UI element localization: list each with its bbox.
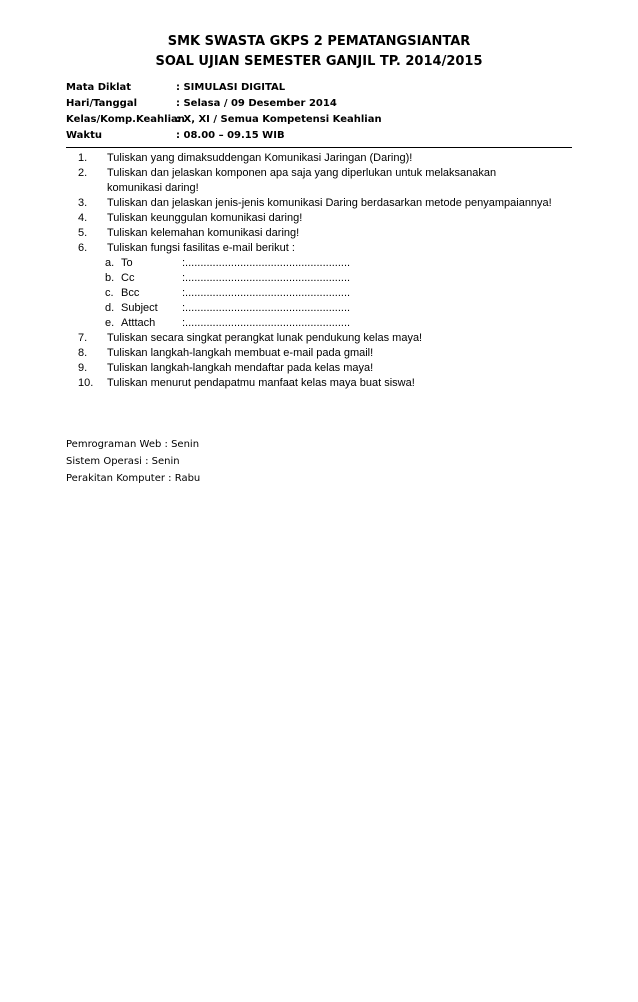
- question-number: 5.: [78, 227, 88, 239]
- sub-letter: d.: [105, 302, 115, 314]
- question-text: Tuliskan menurut pendapatmu manfaat kelas maya buat siswa!: [107, 377, 415, 389]
- school-name: SMK SWASTA GKPS 2 PEMATANGSIANTAR: [167, 34, 471, 49]
- question-item: [78, 346, 598, 361]
- meta-value: : 08.00 – 09.15 WIB: [176, 130, 285, 141]
- meta-row-class: [66, 112, 382, 128]
- question-item: [78, 376, 598, 391]
- question-number: 3.: [78, 197, 88, 209]
- question-text: Tuliskan dan jelaskan jenis-jenis komunikasi Daring berdasarkan metode penyampaiannya!: [107, 197, 552, 209]
- sub-letter: a.: [105, 257, 115, 269]
- answer-blank: :......................................................: [182, 272, 351, 284]
- exam-title: SOAL UJIAN SEMESTER GANJIL TP. 2014/2015: [155, 54, 483, 69]
- question-text: Tuliskan secara singkat perangkat lunak pendukung kelas maya!: [107, 332, 423, 344]
- schedule-item: Sistem Operasi : Senin: [66, 456, 180, 467]
- answer-blank: :......................................................: [182, 257, 351, 269]
- schedule-item: Perakitan Komputer : Rabu: [66, 473, 201, 484]
- meta-key: Kelas/Komp.Keahlian: [66, 114, 185, 125]
- question-number: 10.: [78, 377, 94, 389]
- email-field-item: [78, 301, 598, 316]
- question-number: 7.: [78, 332, 88, 344]
- meta-value: : X, XI / Semua Kompetensi Keahlian: [176, 114, 382, 125]
- question-number: 1.: [78, 152, 88, 164]
- question-text: Tuliskan keunggulan komunikasi daring!: [107, 212, 303, 224]
- question-item: [78, 361, 598, 376]
- email-field-item: [78, 286, 598, 301]
- answer-blank: :......................................................: [182, 317, 351, 329]
- meta-key: Mata Diklat: [66, 82, 132, 93]
- exam-header: [0, 32, 638, 72]
- sub-label: Subject: [121, 302, 158, 314]
- question-number: 4.: [78, 212, 88, 224]
- sub-label: Atttach: [121, 317, 156, 329]
- meta-value: : SIMULASI DIGITAL: [176, 82, 286, 93]
- exam-meta: [66, 80, 382, 144]
- answer-blank: :......................................................: [182, 287, 351, 299]
- question-list: [78, 151, 598, 391]
- question-item: [78, 226, 598, 241]
- meta-row-date: [66, 96, 382, 112]
- question-item: [78, 196, 598, 211]
- question-text: Tuliskan fungsi fasilitas e-mail berikut :: [107, 242, 295, 254]
- email-field-item: [78, 316, 598, 331]
- question-number: 9.: [78, 362, 88, 374]
- sub-label: To: [121, 257, 133, 269]
- question-text: Tuliskan yang dimaksuddengan Komunikasi Jaringan (Daring)!: [107, 152, 413, 164]
- question-number: 6.: [78, 242, 88, 254]
- meta-key: Waktu: [66, 130, 102, 141]
- header-divider: [66, 147, 572, 148]
- answer-blank: :......................................................: [182, 302, 351, 314]
- sub-letter: c.: [105, 287, 114, 299]
- meta-key: Hari/Tanggal: [66, 98, 138, 109]
- question-text-continued: komunikasi daring!: [107, 182, 199, 194]
- question-text: Tuliskan kelemahan komunikasi daring!: [107, 227, 300, 239]
- question-item: [78, 166, 598, 181]
- schedule-item: Pemrograman Web : Senin: [66, 439, 200, 450]
- email-field-item: [78, 271, 598, 286]
- question-number: 8.: [78, 347, 88, 359]
- question-item: [78, 331, 598, 346]
- meta-row-time: [66, 128, 382, 144]
- question-number: 2.: [78, 167, 88, 179]
- email-field-item: [78, 256, 598, 271]
- sub-letter: e.: [105, 317, 115, 329]
- question-continuation: [78, 181, 598, 196]
- question-item: [78, 241, 598, 256]
- question-text: Tuliskan dan jelaskan komponen apa saja yang diperlukan untuk melaksanakan: [107, 167, 497, 179]
- question-item: [78, 151, 598, 166]
- question-text: Tuliskan langkah-langkah membuat e-mail pada gmail!: [107, 347, 374, 359]
- sub-label: Bcc: [121, 287, 140, 299]
- exam-schedule: [66, 436, 200, 487]
- meta-value: : Selasa / 09 Desember 2014: [176, 98, 337, 109]
- sub-letter: b.: [105, 272, 115, 284]
- question-text: Tuliskan langkah-langkah mendaftar pada kelas maya!: [107, 362, 374, 374]
- question-item: [78, 211, 598, 226]
- sub-label: Cc: [121, 272, 135, 284]
- meta-row-subject: [66, 80, 382, 96]
